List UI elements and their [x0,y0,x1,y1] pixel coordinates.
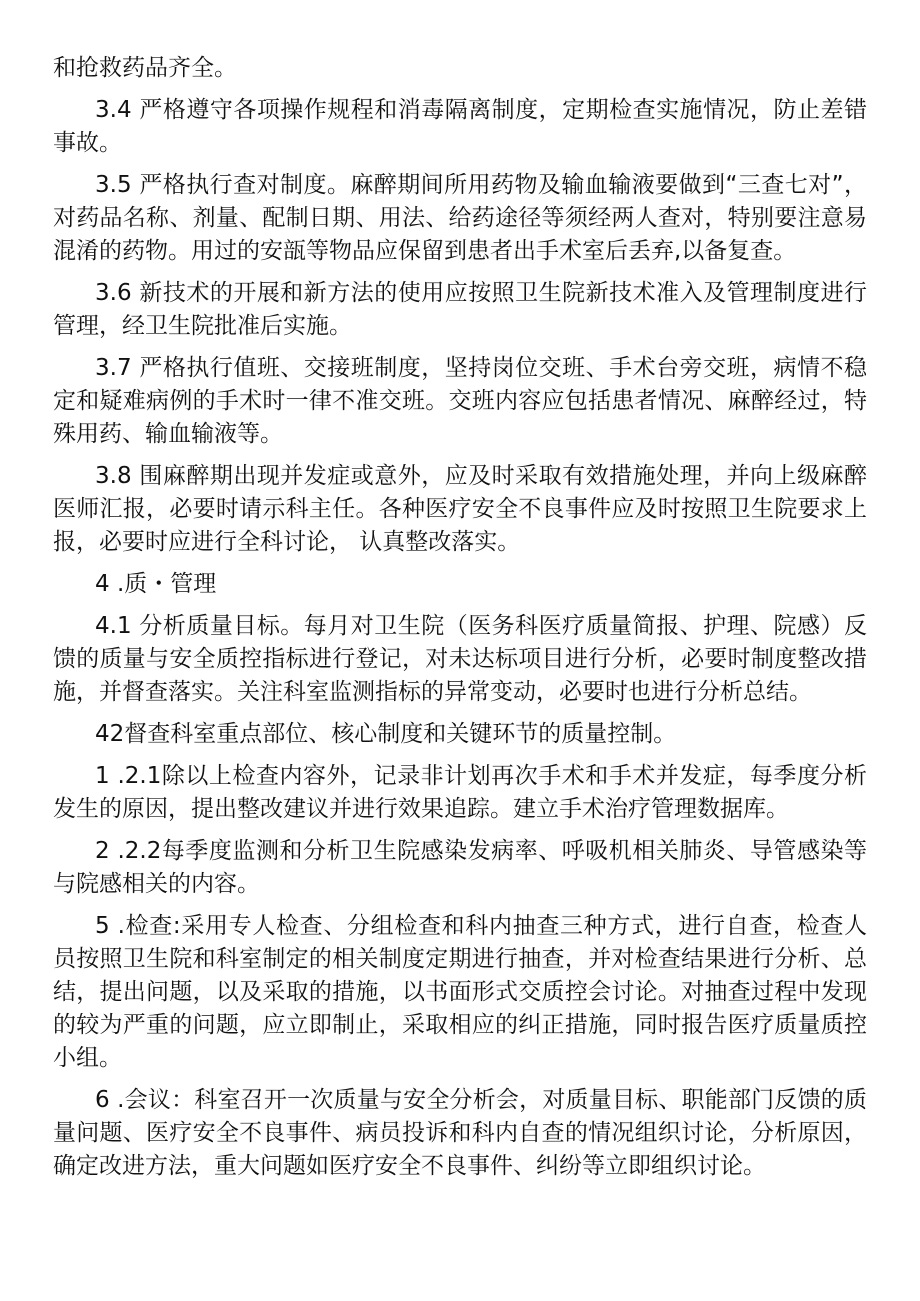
paragraph-2-1: 1 .2.1除以上检查内容外，记录非计划再次手术和手术并发症，每季度分析发生的原因，提出整改建议并进行效果追踪。建立手术治疗管理数据库。 [53,763,867,822]
paragraph-inspection: 5 .检查:采用专人检查、分组检查和科内抽查三种方式，进行自查，检查人员按照卫生院和科室制定的相关制度定期进行抽查，并对检查结果进行分析、总结，提出问题，以及采取的措施，以书面形式交质控会讨论。对抽查过程中发现的较为严重的问题，应立即制止，采取相应的纠正措施，同时报告医疗质量质控小组。 [53,913,867,1071]
paragraph-3-6: 3.6 新技术的开展和新方法的使用应按照卫生院新技术准入及管理制度进行管理，经卫生院批准后实施。 [53,280,867,339]
paragraph-3-8: 3.8 围麻醉期出现并发症或意外，应及时采取有效措施处理，并向上级麻醉医师汇报，必要时请示科主任。各种医疗安全不良事件应及时按照卫生院要求上报，必要时应进行全科讨论， 认真整改落实。 [53,463,867,555]
paragraph-4-2: 42督查科室重点部位、核心制度和关键环节的质量控制。 [95,721,677,747]
document-body [53,52,867,1192]
paragraph-3-7: 3.7 严格执行值班、交接班制度，坚持岗位交班、手术台旁交班，病情不稳定和疑难病例的手术时一律不准交班。交班内容应包括患者情况、麻醉经过，特殊用药、输血输液等。 [53,355,867,447]
paragraph-2-2: 2 .2.2每季度监测和分析卫生院感染发病率、呼吸机相关肺炎、导管感染等与院感相关的内容。 [53,838,867,897]
paragraph-continued: 和抢救药品齐全。 [53,55,237,81]
section-heading-quality-management: 4 .质・管理 [95,571,217,597]
paragraph-meeting: 6 .会议：科室召开一次质量与安全分析会，对质量目标、职能部门反馈的质量问题、医疗安全不良事件、病员投诉和科内自查的情况组织讨论，分析原因，确定改进方法，重大问题如医疗安全不良事件、纠纷等立即组织讨论。 [53,1087,867,1179]
paragraph-3-4: 3.4 严格遵守各项操作规程和消毒隔离制度，定期检查实施情况，防止差错事故。 [53,97,867,156]
paragraph-3-5: 3.5 严格执行查对制度。麻醉期间所用药物及输血输液要做到“三查七对”，对药品名称、剂量、配制日期、用法、给药途径等须经两人查对，特别要注意易混淆的药物。用过的安瓿等物品应保留到患者出手术室后丢弃,以备复查。 [53,172,867,264]
paragraph-4-1: 4.1 分析质量目标。每月对卫生院（医务科医疗质量简报、护理、院感）反馈的质量与安全质控指标进行登记，对未达标项目进行分析，必要时制度整改措施，并督查落实。关注科室监测指标的异常变动，必要时也进行分析总结。 [53,613,867,705]
